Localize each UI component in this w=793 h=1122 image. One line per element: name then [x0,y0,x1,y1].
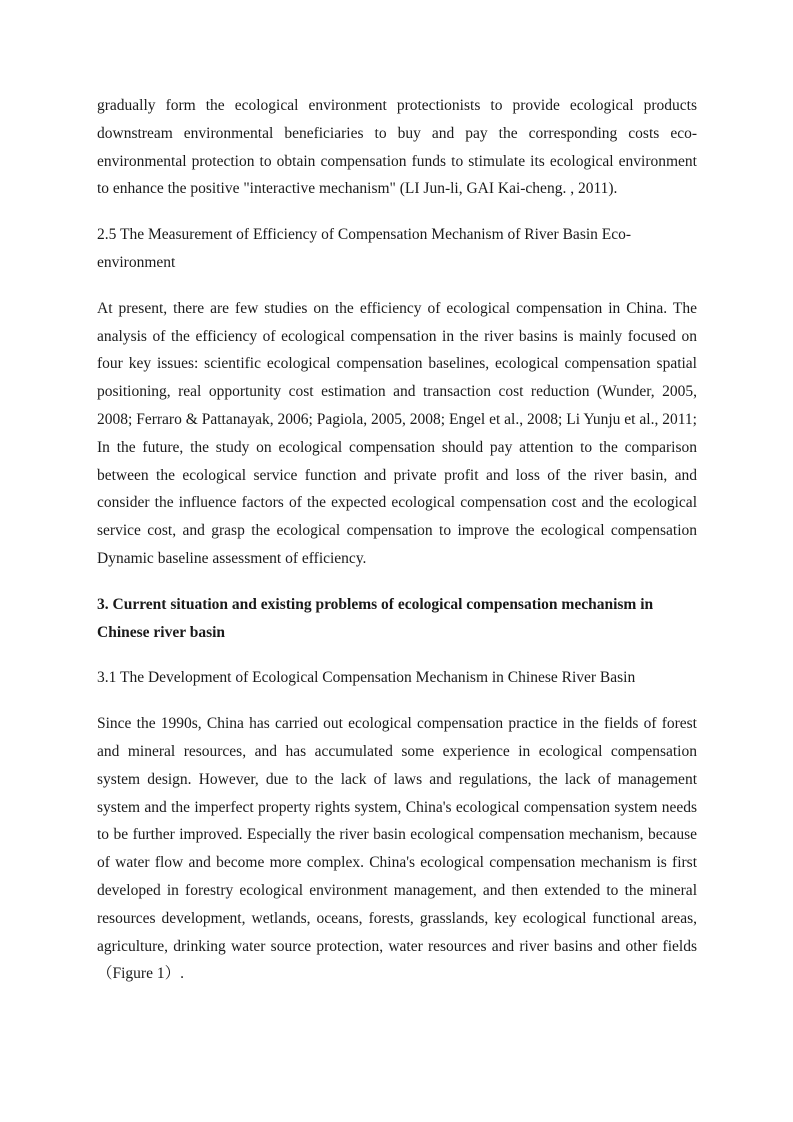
section-heading-3: 3. Current situation and existing problems of ecological compensation mechanism in Chinese river basin [97,595,654,641]
body-paragraph-interactive-mechanism: gradually form the ecological environment protectionists to provide ecological products downstream environmental beneficiaries to buy and pay the corresponding costs eco-environmental protection to obtain compensation funds to stimulate its ecological environment to enhance the positive "interactive mechanism" (LI Jun-li, GAI Kai-cheng. , 2011). [97,97,697,198]
document-page [97,92,697,988]
body-paragraph-efficiency-studies: At present, there are few studies on the efficiency of ecological compensation in China. The analysis of the efficiency of ecological compensation in the river basins is mainly focused on four key issues: scientific ecological compensation baselines, ecological compensation spatial positioning, real opportunity cost estimation and transaction cost reduction (Wunder, 2005, 2008; Ferraro & Pattanayak, 2006; Pagiola, 2005, 2008; Engel et al., 2008; Li Yunju et al., 2011; In the future, the study on ecological compensation should pay attention to the comparison between the ecological service function and private profit and loss of the river basin, and consider the influence factors of the expected ecological compensation cost and the ecological service cost, and grasp the ecological compensation to improve the ecological compensation Dynamic baseline assessment of efficiency. [97,299,697,567]
section-heading-2-5: 2.5 The Measurement of Efficiency of Compensation Mechanism of River Basin Eco-environment [97,226,632,271]
section-heading-3-1: 3.1 The Development of Ecological Compensation Mechanism in Chinese River Basin [97,669,636,687]
body-paragraph-development: Since the 1990s, China has carried out ecological compensation practice in the fields of forest and mineral resources, and has accumulated some experience in ecological compensation system design. However, due to the lack of laws and regulations, the lack of management system and the imperfect property rights system, China's ecological compensation system needs to be further improved. Especially the river basin ecological compensation mechanism, because of water flow and become more complex. China's ecological compensation mechanism is first developed in forestry ecological environment management, and then extended to the mineral resources development, wetlands, oceans, forests, grasslands, key ecological functional areas, agriculture, drinking water source protection, water resources and river basins and other fields（Figure 1）. [97,715,697,983]
